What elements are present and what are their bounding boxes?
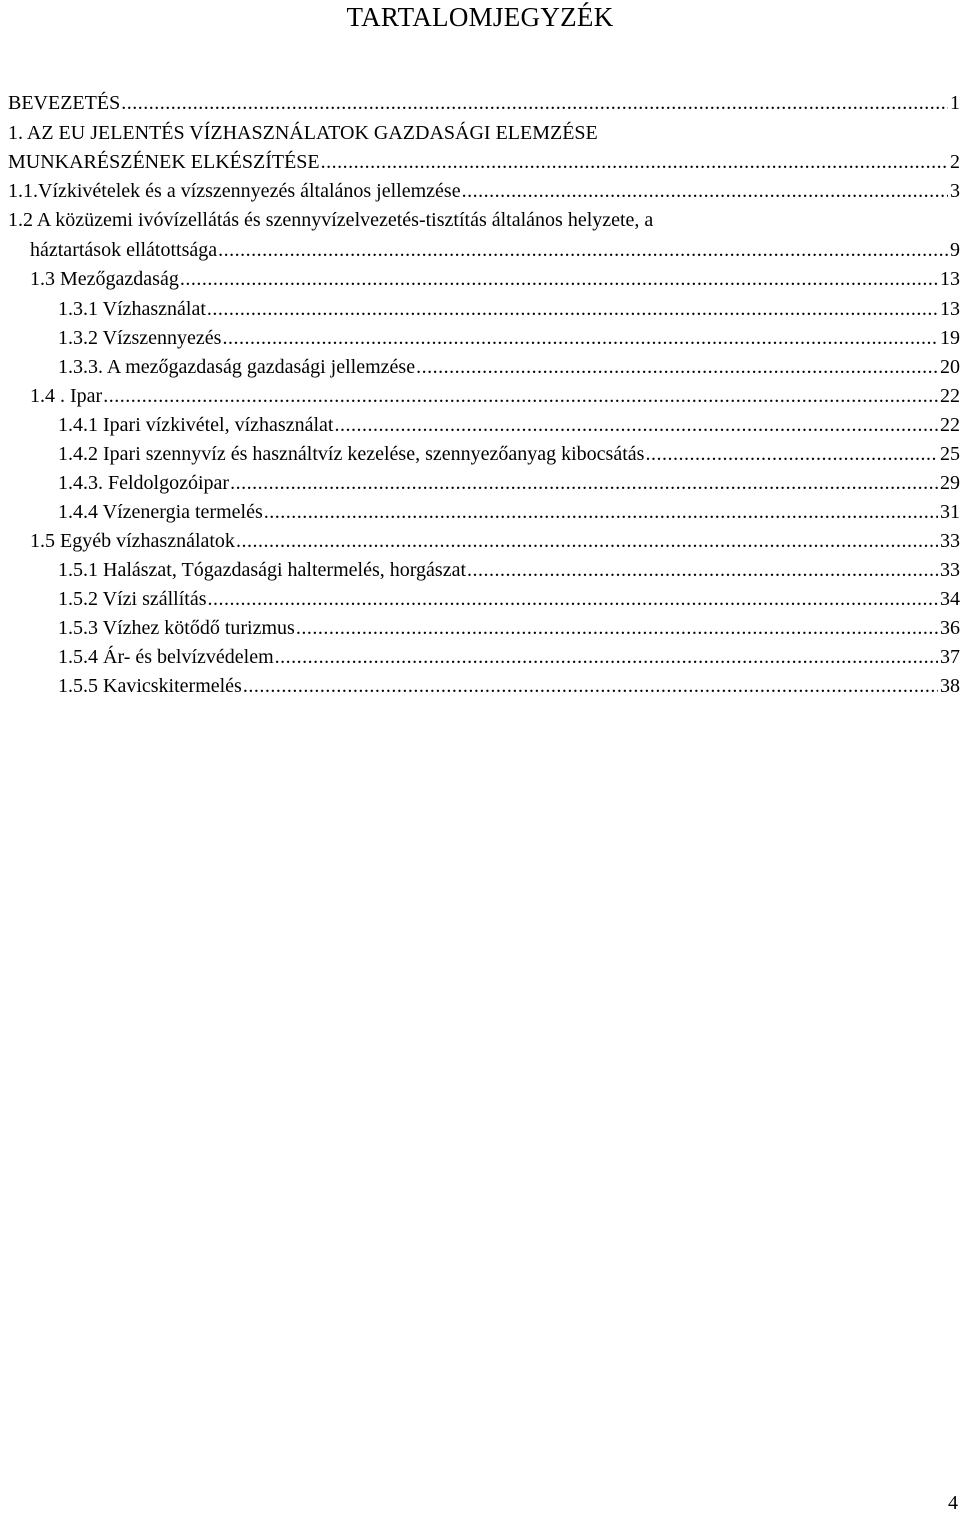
dot-leader [230,469,938,498]
dot-leader [416,353,938,382]
toc-entry[interactable] [30,236,960,265]
toc-entry[interactable] [58,353,960,382]
toc-entry-text: 1.4 . Ipar [30,385,103,407]
toc-entry[interactable] [30,527,960,556]
dot-leader [467,556,938,585]
toc-entry-text: háztartások ellátottsága [30,239,218,261]
toc-entry-text: 1.4.1 Ipari vízkivétel, vízhasználat [58,414,334,436]
toc-entry-text: 1.5.4 Ár- és belvízvédelem [58,646,274,668]
dot-leader [222,324,938,353]
dot-leader [243,672,938,701]
toc-entry-page: 13 [940,298,960,320]
toc-entry-page: 38 [940,675,960,697]
dot-leader [121,89,948,118]
toc-entry-page: 3 [950,180,960,202]
dot-leader [334,411,938,440]
toc-entry-text: 1.5.2 Vízi szállítás [58,588,207,610]
dot-leader [462,177,948,206]
toc-entry-page: 33 [940,559,960,581]
dot-leader [264,498,938,527]
toc-entry-text: 1. AZ EU JELENTÉS VÍZHASZNÁLATOK GAZDASÁGI ELEMZÉSE [8,122,598,144]
toc-entry-page: 31 [940,501,960,523]
toc-entry[interactable] [8,206,960,235]
toc-entry-page: 19 [940,327,960,349]
toc-entry-text: 1.5.1 Halászat, Tógazdasági haltermelés, horgászat [58,559,466,581]
toc-entry-text: 1.4.2 Ipari szennyvíz és használtvíz kezelése, szennyezőanyag kibocsátás [58,443,645,465]
toc-entry[interactable] [8,177,960,206]
dot-leader [103,382,938,411]
toc-entry-text: BEVEZETÉS [8,92,121,114]
toc-entry-text: 1.4.4 Vízenergia termelés [58,501,263,523]
toc-entry[interactable] [30,265,960,294]
toc-entry[interactable] [8,89,960,118]
toc-entry-page: 13 [940,268,960,290]
toc-entry[interactable] [58,324,960,353]
toc-entry-text: MUNKARÉSZÉNEK ELKÉSZÍTÉSE [8,151,320,173]
toc-entry[interactable] [58,498,960,527]
dot-leader [218,236,948,265]
toc-entry-text: 1.3 Mezőgazdaság [30,268,179,290]
toc-entry[interactable] [8,148,960,177]
toc-entry[interactable] [58,295,960,324]
toc-entry[interactable] [58,585,960,614]
toc-entry-page: 20 [940,356,960,378]
toc-entry-page: 34 [940,588,960,610]
dot-leader [275,643,938,672]
toc-entry[interactable] [58,440,960,469]
toc-entry-page: 33 [940,530,960,552]
toc-entry-page: 22 [940,385,960,407]
page-number: 4 [948,1492,958,1514]
toc-entry-text: 1.1.Vízkivételek és a vízszennyezés általános jellemzése [8,180,461,202]
toc-entry-page: 1 [950,92,960,114]
toc-entry-text: 1.3.3. A mezőgazdaság gazdasági jellemzése [58,356,416,378]
toc-entry-text: 1.3.1 Vízhasználat [58,298,206,320]
toc-entry-page: 2 [950,151,960,173]
toc-entry-text: 1.3.2 Vízszennyezés [58,327,222,349]
toc-entry-text: 1.5.5 Kavicskitermelés [58,675,242,697]
dot-leader [207,295,938,324]
toc-entry[interactable] [58,643,960,672]
toc-entry-page: 25 [940,443,960,465]
toc-entry-text: 1.5 Egyéb vízhasználatok [30,530,235,552]
dot-leader [208,585,939,614]
toc-entry[interactable] [58,556,960,585]
toc-entry-page: 22 [940,414,960,436]
toc-entry-text: 1.4.3. Feldolgozóipar [58,472,230,494]
dot-leader [236,527,938,556]
toc-entry-page: 29 [940,472,960,494]
toc-entry[interactable] [8,119,960,148]
toc-entry-page: 36 [940,617,960,639]
dot-leader [180,265,938,294]
toc-entry[interactable] [58,469,960,498]
toc-entry-text: 1.2 A közüzemi ivóvízellátás és szennyvízelvezetés-tisztítás általános helyzete, a [8,209,654,231]
toc-entry-text: 1.5.3 Vízhez kötődő turizmus [58,617,295,639]
toc-entry[interactable] [58,411,960,440]
toc-entry-page: 37 [940,646,960,668]
toc-entry[interactable] [58,614,960,643]
dot-leader [645,440,938,469]
dot-leader [296,614,938,643]
toc-entry[interactable] [30,382,960,411]
toc-entry[interactable] [58,672,960,701]
dot-leader [321,148,948,177]
toc-entry-page: 9 [950,239,960,261]
toc-title: TARTALOMJEGYZÉK [346,2,614,32]
